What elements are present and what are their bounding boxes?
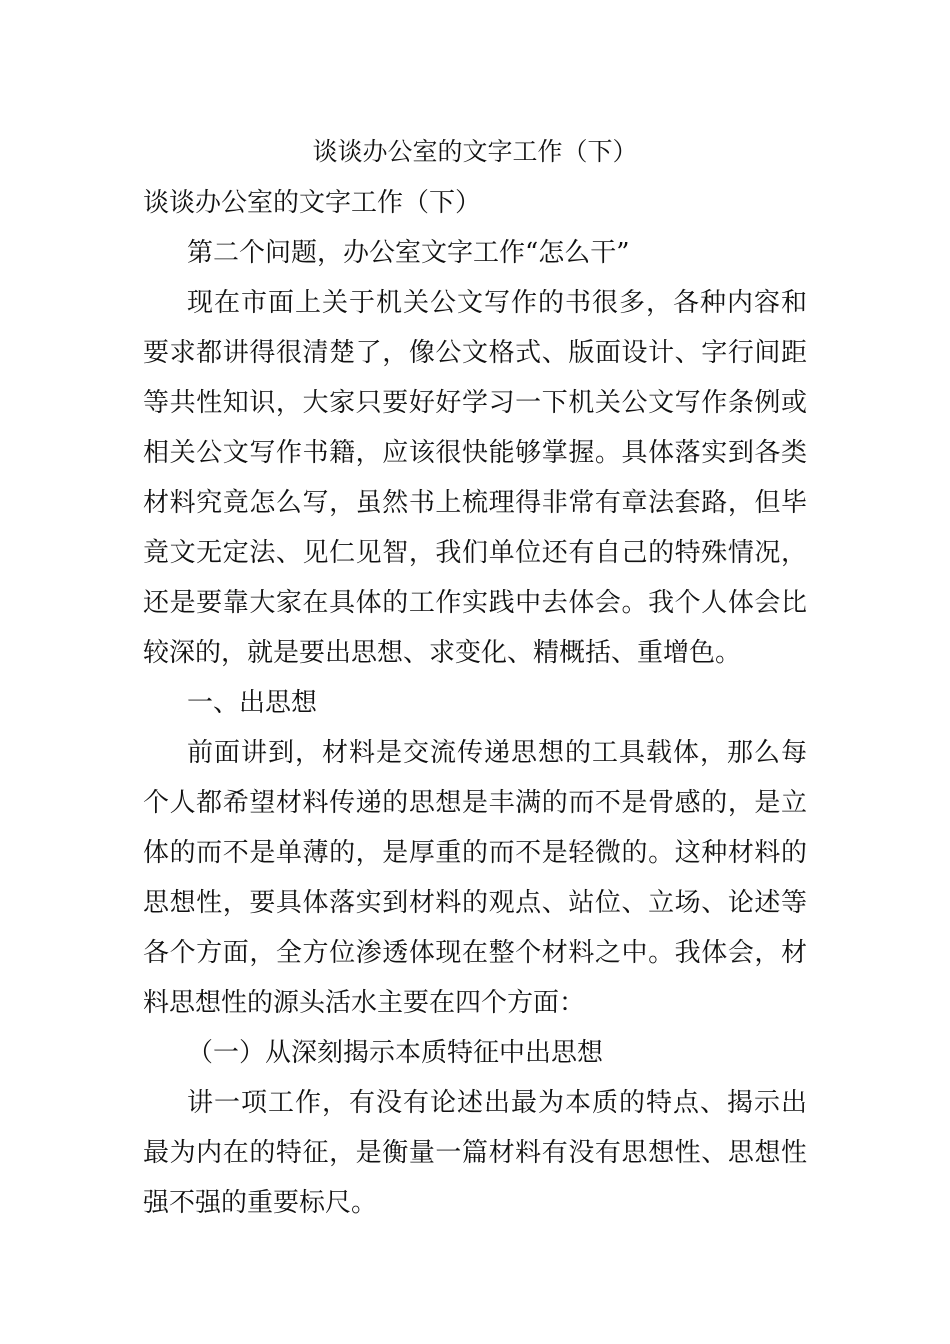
section-question: 第二个问题，办公室文字工作“怎么干” [187,238,630,268]
document-title: 谈谈办公室的文字工作（下） [312,137,638,166]
heading-2: （一）从深刻揭示本质特征中出思想 [187,1038,604,1068]
heading-1: 一、出思想 [187,688,318,718]
document-subtitle: 谈谈办公室的文字工作（下） [143,188,482,218]
paragraph-1: 现在市面上关于机关公文写作的书很多，各种内容和要求都讲得很清楚了，像公文格式、版面设计、字行间距等共性知识，大家只要好好学习一下机关公文写作条例或相关公文写作书籍，应该很快能够掌握。具体落实到各类材料究竟怎么写，虽然书上梳理得非常有章法套路，但毕竟文无定法、见仁见智，我们单位还有自己的特殊情况，还是要靠大家在具体的工作实践中去体会。我个人体会比较深的，就是要出思想、求变化、精概括、重增色。 [143,288,807,668]
paragraph-2: 前面讲到，材料是交流传递思想的工具载体，那么每个人都希望材料传递的思想是丰满的而不是骨感的，是立体的而不是单薄的，是厚重的而不是轻微的。这种材料的思想性，要具体落实到材料的观点、站位、立场、论述等各个方面，全方位渗透体现在整个材料之中。我体会，材料思想性的源头活水主要在四个方面： [143,738,807,1018]
document-body [143,178,807,1228]
paragraph-3: 讲一项工作，有没有论述出最为本质的特点、揭示出最为内在的特征，是衡量一篇材料有没有思想性、思想性强不强的重要标尺。 [143,1088,807,1218]
